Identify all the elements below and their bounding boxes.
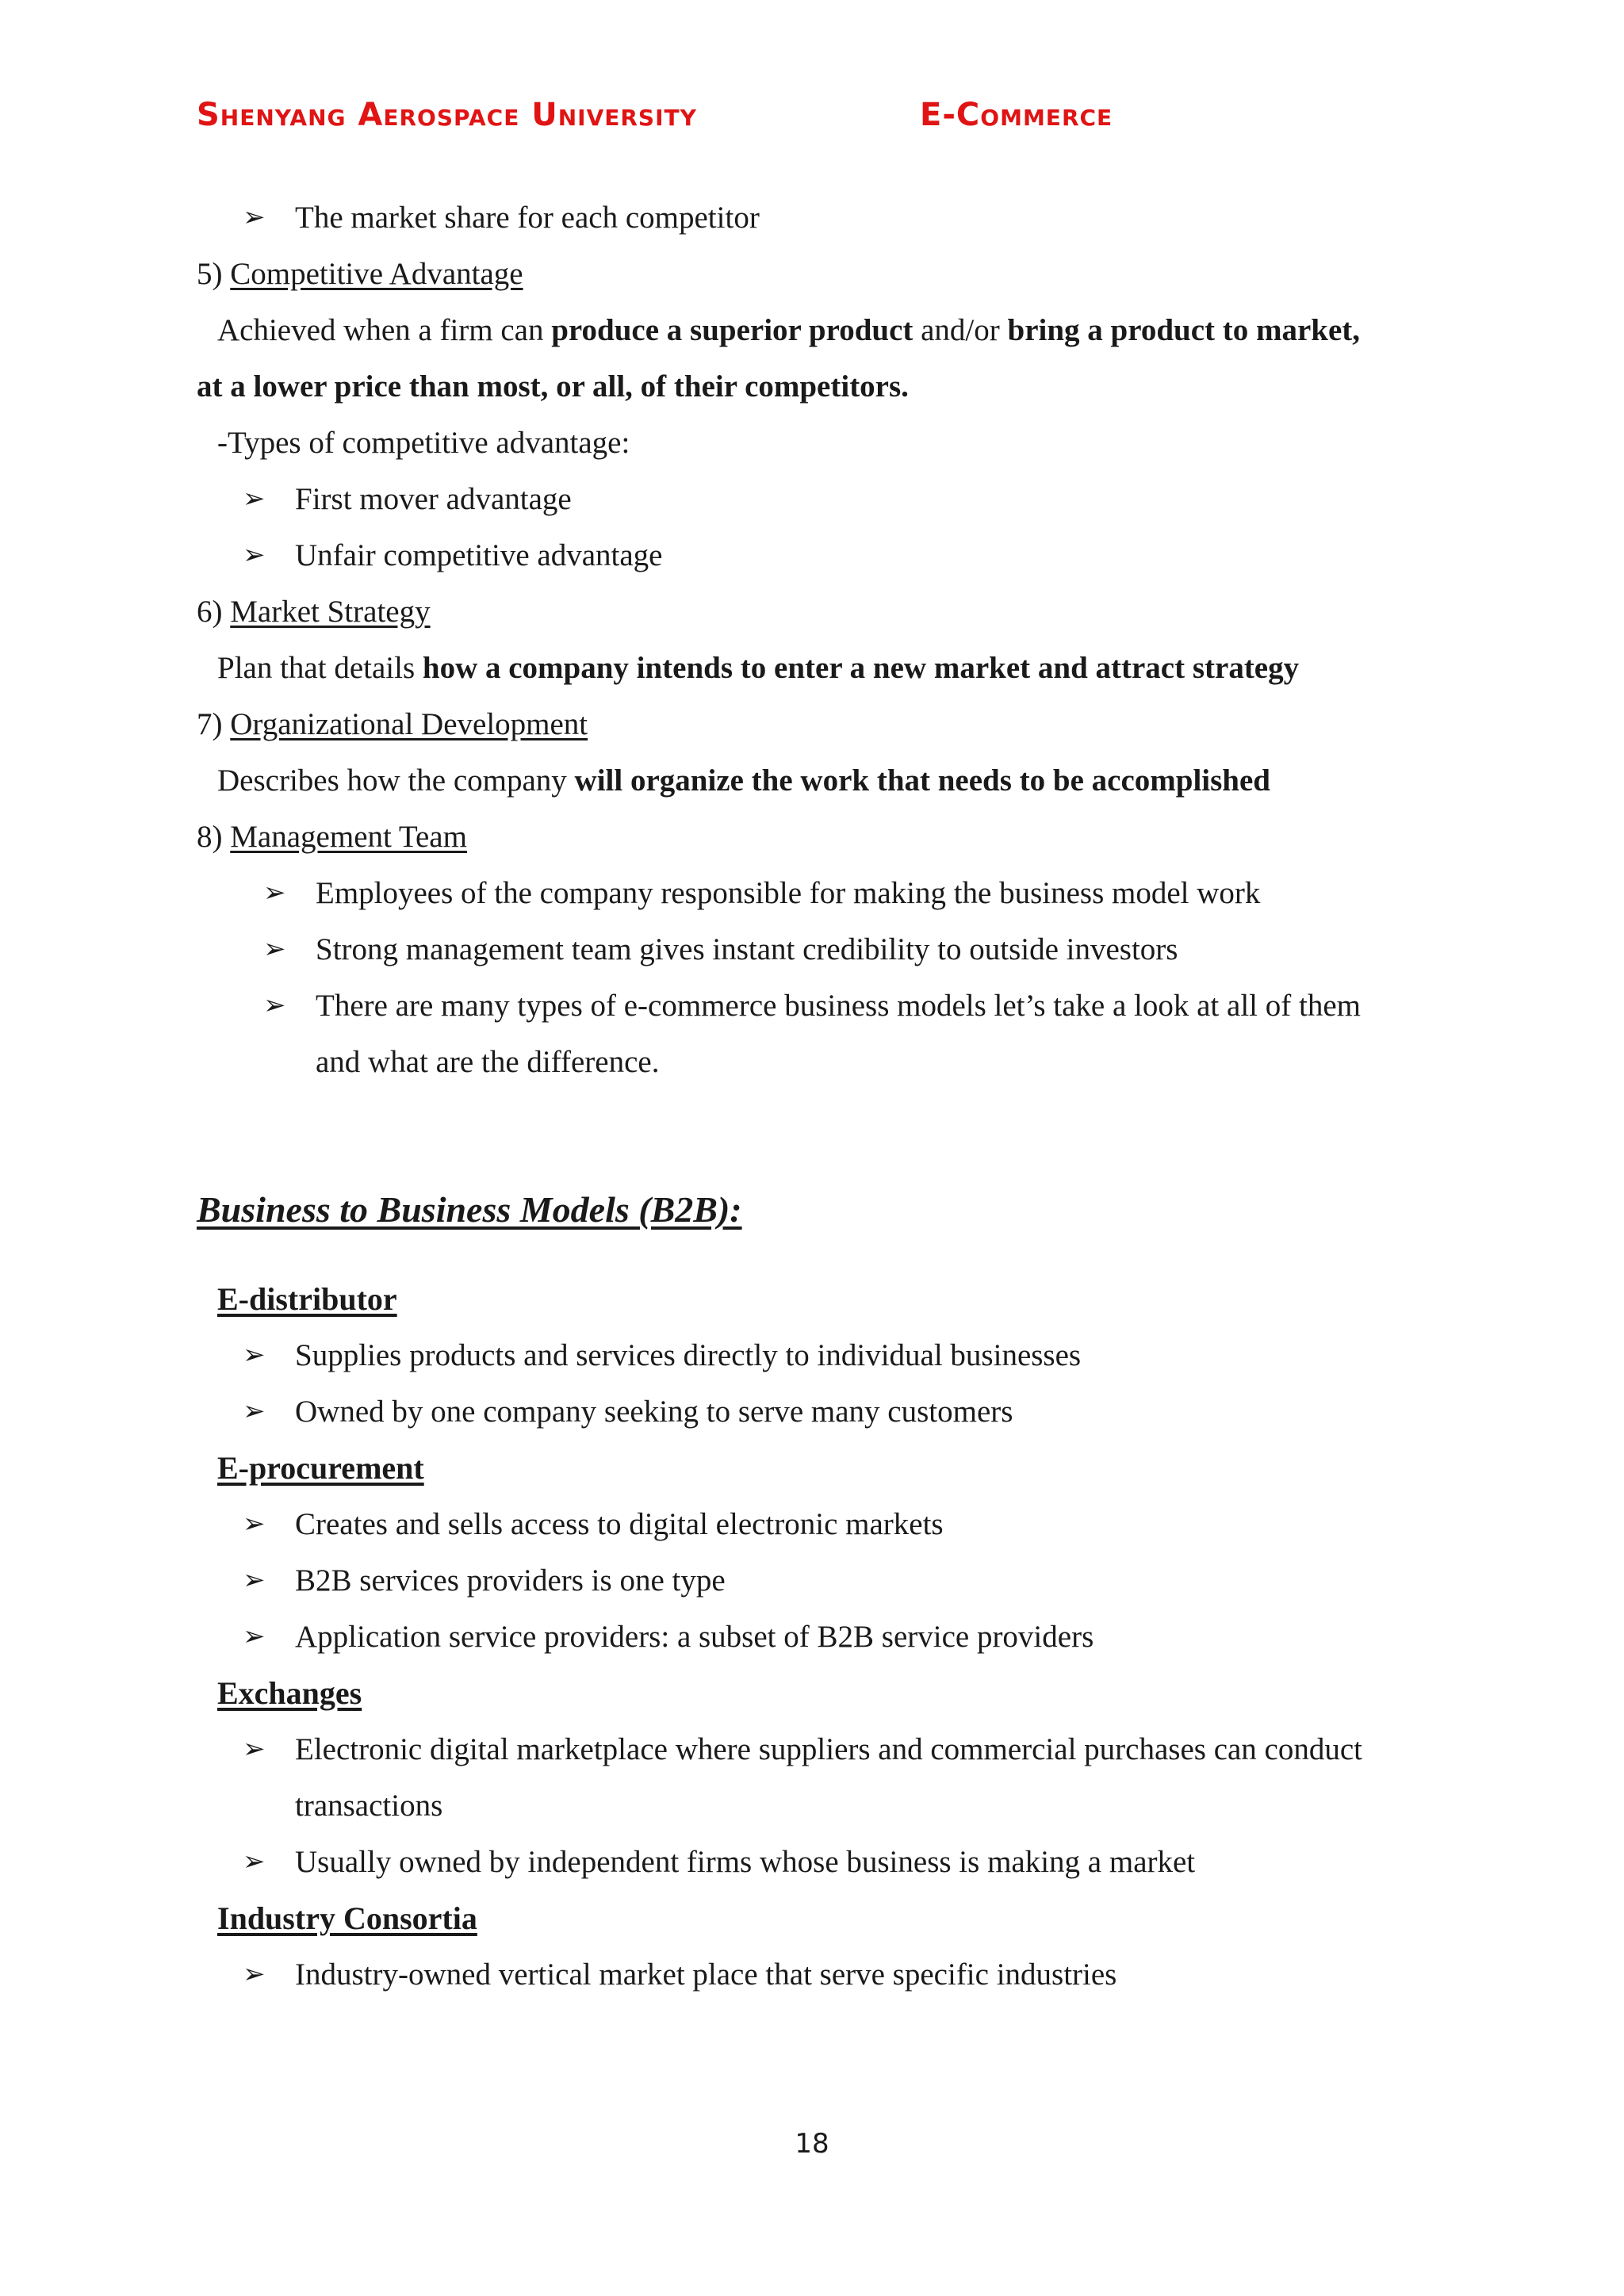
bold-run: produce a superior product [551, 313, 914, 347]
paragraph-organizational-development [217, 761, 1270, 801]
subheading-e-distributor: E-distributor [217, 1281, 397, 1317]
bullet-arrow-icon: ➢ [243, 203, 266, 232]
bullet-text: Owned by one company seeking to serve many customers [295, 1395, 1013, 1429]
bold-run: will organize the work that needs to be accomplished [574, 763, 1270, 798]
bullet-arrow-icon: ➢ [243, 1566, 266, 1595]
bullet-arrow-icon: ➢ [263, 935, 286, 964]
bullet-text: Employees of the company responsible for making the business model work [316, 876, 1261, 910]
bullet-arrow-icon: ➢ [263, 878, 286, 908]
bullet-text-continuation: and what are the difference. [316, 1045, 660, 1079]
text-run: and/or [913, 313, 1008, 347]
bullet-text: There are many types of e-commerce business models let’s take a look at all of them [316, 989, 1361, 1023]
bullet-text: First mover advantage [295, 482, 572, 516]
types-label: -Types of competitive advantage: [217, 426, 630, 460]
paragraph-competitive-advantage [217, 311, 1360, 350]
bullet-text: Electronic digital marketplace where suppliers and commercial purchases can conduct [295, 1732, 1363, 1766]
bullet-text: Usually owned by independent firms whose business is making a market [295, 1845, 1196, 1879]
bullet-text: Creates and sells access to digital electronic markets [295, 1507, 944, 1541]
bullet-arrow-icon: ➢ [243, 1847, 266, 1877]
bullet-arrow-icon: ➢ [243, 541, 266, 570]
section-title: Management Team [230, 820, 467, 854]
paragraph-line-2 [197, 367, 909, 407]
section-number: 6) [197, 595, 231, 629]
bullet-text: Industry-owned vertical market place that serve specific industries [295, 1957, 1117, 1992]
bullet-text: Supplies products and services directly to individual businesses [295, 1338, 1082, 1372]
subheading-exchanges: Exchanges [217, 1675, 362, 1711]
header-university: Shenyang Aerospace University [197, 97, 697, 133]
bold-run: bring a product to market, [1007, 313, 1361, 347]
page-number: 18 [795, 2128, 829, 2160]
bold-run: at a lower price than most, or all, of their competitors. [197, 369, 909, 404]
section-heading-management-team [197, 817, 467, 857]
bullet-text-continuation: transactions [295, 1789, 443, 1823]
section-title: Competitive Advantage [230, 257, 523, 291]
paragraph-market-strategy [217, 649, 1299, 688]
bullet-arrow-icon: ➢ [263, 991, 286, 1020]
header-course: E-Commerce [920, 97, 1113, 133]
bullet-arrow-icon: ➢ [243, 1397, 266, 1426]
section-heading-organizational-development [197, 705, 588, 744]
section-title: Organizational Development [230, 707, 588, 741]
bullet-arrow-icon: ➢ [243, 1510, 266, 1539]
section-title: Market Strategy [230, 595, 431, 629]
bullet-arrow-icon: ➢ [243, 1622, 266, 1651]
subheading-e-procurement: E-procurement [217, 1450, 424, 1486]
section-heading-market-strategy [197, 592, 431, 632]
bullet-text: B2B services providers is one type [295, 1563, 726, 1598]
bullet-text: Application service providers: a subset of B2B service providers [295, 1620, 1094, 1654]
bullet-arrow-icon: ➢ [243, 484, 266, 514]
bullet-text: Unfair competitive advantage [295, 538, 663, 572]
section-number: 8) [197, 820, 231, 854]
bullet-arrow-icon: ➢ [243, 1960, 266, 1989]
bold-run: how a company intends to enter a new market and attract strategy [422, 651, 1300, 685]
section-title-b2b: Business to Business Models (B2B): [197, 1189, 742, 1230]
bullet-text: The market share for each competitor [295, 201, 760, 235]
section-heading-competitive-advantage [197, 254, 523, 294]
text-run: Describes how the company [217, 763, 575, 798]
subheading-industry-consortia: Industry Consortia [217, 1900, 477, 1936]
bullet-arrow-icon: ➢ [243, 1341, 266, 1370]
section-number: 7) [197, 707, 231, 741]
text-run: Plan that details [217, 651, 423, 685]
bullet-arrow-icon: ➢ [243, 1735, 266, 1764]
section-number: 5) [197, 257, 231, 291]
text-run: Achieved when a firm can [217, 313, 552, 347]
bullet-text: Strong management team gives instant credibility to outside investors [316, 932, 1178, 966]
